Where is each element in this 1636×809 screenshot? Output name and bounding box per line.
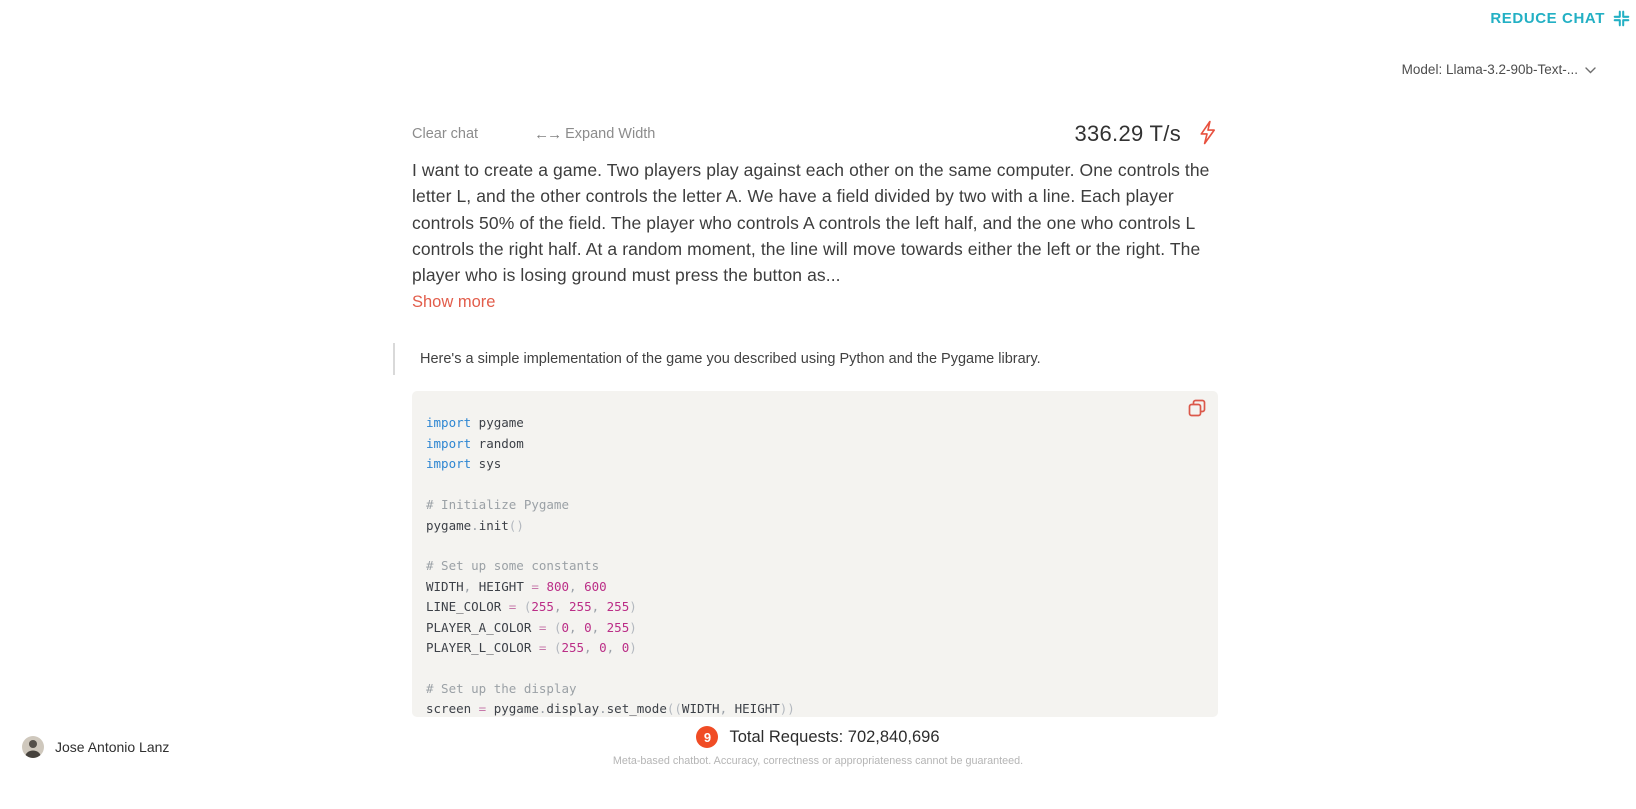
chat-toolbar (412, 122, 1218, 146)
footer-center (0, 726, 1636, 767)
expand-width-button[interactable] (534, 126, 655, 143)
code-line (426, 475, 1198, 495)
assistant-message-intro: Here's a simple implementation of the game you described using Python and the Pygame library. (393, 343, 1218, 375)
code-line (426, 658, 1198, 678)
model-selector[interactable] (1402, 62, 1596, 77)
code-line: import random (426, 435, 524, 451)
chat-column (412, 0, 1218, 717)
code-line: # Initialize Pygame (426, 497, 569, 513)
user-message: I want to create a game. Two players play against each other on the same computer. One controls the letter L, and the other controls the letter A. We have a field divided by two with a line. Each player controls 50% of the field. The player who controls A controls the left half, and the one who controls L controls the right half. At a random moment, the line will move towards either the left or the right. The player who is losing ground must press the button as... (412, 160, 1210, 286)
total-requests-text: Total Requests: 702,840,696 (729, 727, 940, 746)
show-more-link[interactable]: Show more (412, 293, 496, 312)
code-line: import pygame (426, 415, 524, 431)
code-line: PLAYER_A_COLOR = (0, 0, 255) (426, 619, 637, 635)
copy-code-icon[interactable] (1186, 397, 1208, 419)
compress-arrows-icon (1613, 10, 1630, 27)
code-line: # Set up some constants (426, 558, 600, 574)
total-requests-line (696, 726, 939, 748)
requests-badge: 9 (696, 726, 718, 748)
code-line (426, 536, 1198, 556)
code-line: pygame.init() (426, 517, 524, 533)
expand-width-label: Expand Width (565, 126, 656, 142)
expand-width-icon: ←→ (534, 125, 561, 143)
model-label: Model: Llama-3.2-90b-Text-... (1401, 62, 1578, 77)
code-block (412, 391, 1218, 717)
code-line: screen = pygame.display.set_mode((WIDTH, HEIGHT)) (426, 701, 795, 717)
code-line: LINE_COLOR = (255, 255, 255) (426, 599, 637, 615)
user-name: Jose Antonio Lanz (55, 739, 170, 755)
code-content (426, 413, 1198, 717)
disclaimer-text: Meta-based chatbot. Accuracy, correctness or appropriateness cannot be guaranteed. (612, 755, 1024, 767)
code-line: # Set up the display (426, 680, 577, 696)
code-line: PLAYER_L_COLOR = (255, 0, 0) (426, 639, 637, 655)
tps-group (1074, 120, 1218, 149)
code-line: WIDTH, HEIGHT = 800, 600 (426, 578, 607, 594)
tokens-per-second: 336.29 T/s (1074, 121, 1181, 146)
reduce-chat-label: REDUCE CHAT (1490, 10, 1605, 27)
clear-chat-button[interactable]: Clear chat (412, 126, 479, 142)
reduce-chat-button[interactable] (1490, 10, 1630, 27)
code-line: import sys (426, 456, 502, 472)
lightning-bolt-icon (1197, 120, 1218, 149)
chevron-down-icon (1585, 62, 1596, 77)
